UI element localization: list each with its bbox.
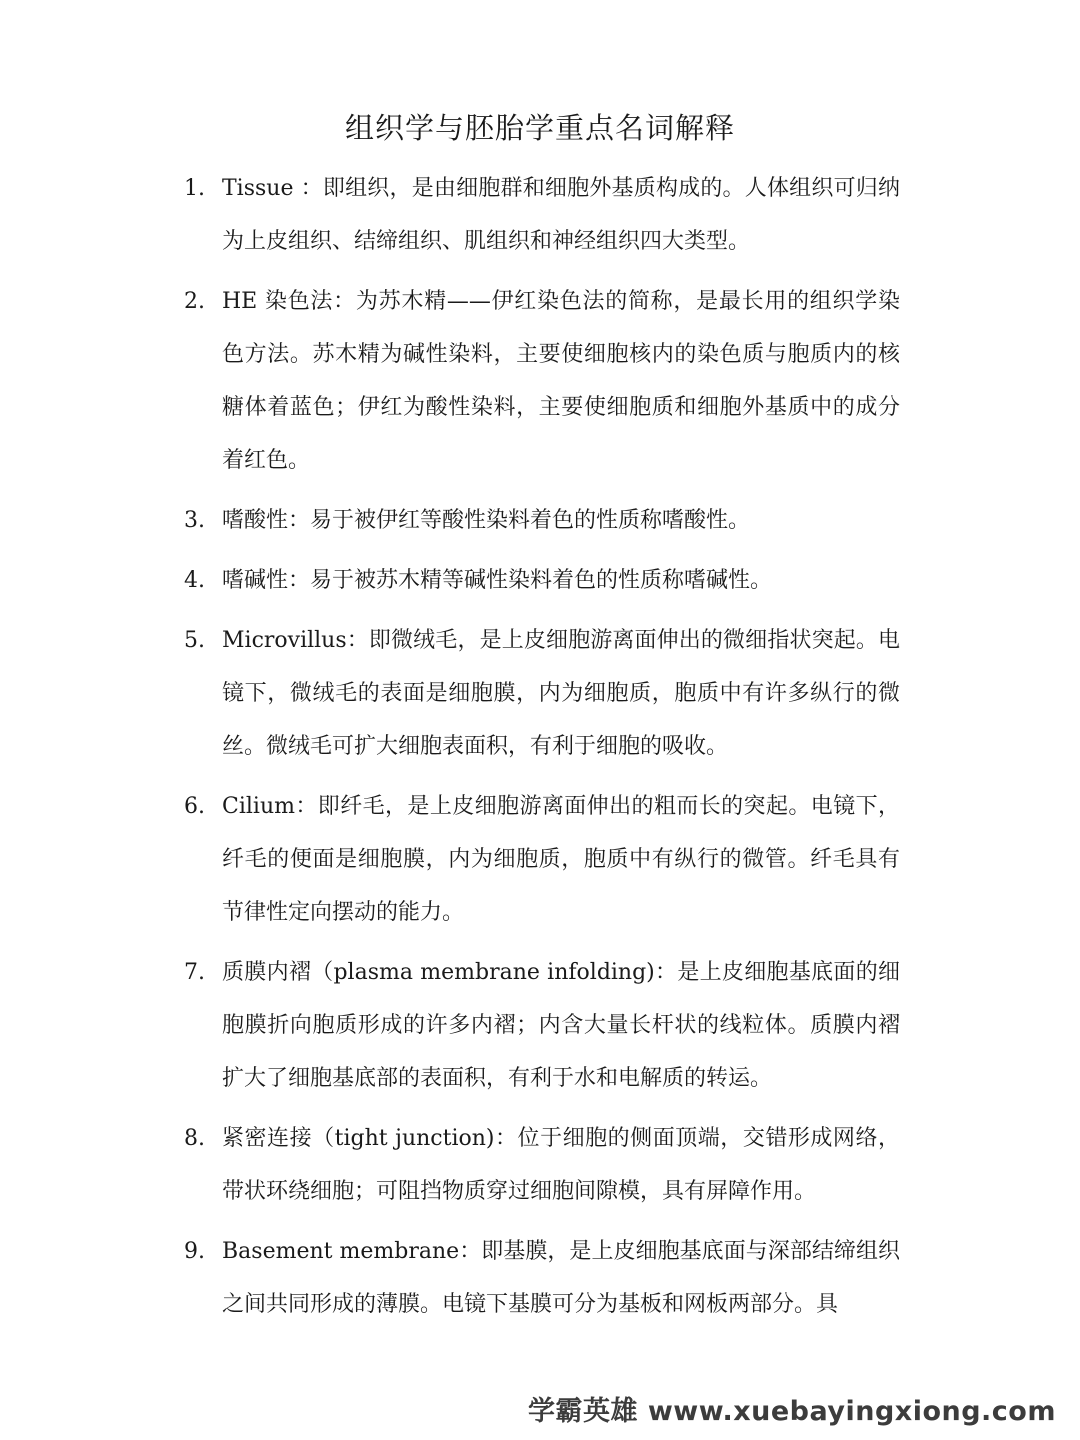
list-item (184, 554, 900, 607)
item-text: Cilium：即纤毛，是上皮细胞游离面伸出的粗而长的突起。电镜下，纤毛的便面是细胞膜，内为细胞质，胞质中有纵行的微管。纤毛具有节律性定向摆动的能力。 (222, 794, 900, 925)
list-item (184, 614, 900, 773)
item-text: HE 染色法：为苏木精——伊红染色法的简称，是最长用的组织学染 色方法。苏木精为碱性染料，主要使细胞核内的染色质与胞质内的核糖体着蓝色；伊红为酸性染料，主要使细胞质和细胞外基质中的成分着红色。 (222, 289, 900, 473)
item-text: 嗜酸性：易于被伊红等酸性染料着色的性质称嗜酸性。 (222, 508, 751, 533)
item-text: Tissue ：即组织，是由细胞群和细胞外基质构成的。人体组织可归纳 为上皮组织、结缔组织、肌组织和神经组织四大类型。 (222, 176, 900, 254)
item-text: Basement membrane：即基膜，是上皮细胞基底面与深部结缔组织之间共同形成的薄膜。电镜下基膜可分为基板和网板两部分。具 (222, 1239, 900, 1317)
list-item (184, 780, 900, 939)
item-text: 嗜碱性：易于被苏木精等碱性染料着色的性质称嗜碱性。 (222, 568, 773, 593)
watermark-footer: 学霸英雄 www.xuebayingxiong.com (527, 1396, 1056, 1427)
glossary-list (184, 162, 900, 1338)
list-item (184, 162, 900, 268)
item-number: 5. (184, 628, 205, 653)
list-item (184, 1112, 900, 1218)
list-item (184, 1225, 900, 1331)
item-number: 1. (184, 176, 205, 201)
item-number: 8. (184, 1126, 205, 1151)
list-item (184, 494, 900, 547)
list-item (184, 275, 900, 487)
item-text: 紧密连接（tight junction)：位于细胞的侧面顶端，交错形成网络，带状环绕细胞；可阻挡物质穿过细胞间隙模，具有屏障作用。 (222, 1126, 900, 1204)
item-number: 9. (184, 1239, 205, 1264)
item-number: 6. (184, 794, 205, 819)
item-text: Microvillus：即微绒毛，是上皮细胞游离面伸出的微细指状突起。电镜下，微绒毛的表面是细胞膜，内为细胞质，胞质中有许多纵行的微丝。微绒毛可扩大细胞表面积，有利于细胞的吸收。 (222, 628, 900, 759)
list-item (184, 946, 900, 1105)
item-number: 3. (184, 508, 205, 533)
item-number: 7. (184, 960, 205, 985)
item-text: 质膜内褶（plasma membrane infolding)：是上皮细胞基底面的细胞膜折向胞质形成的许多内褶；内含大量长杆状的线粒体。质膜内褶扩大了细胞基底部的表面积，有利于水和电解质的转运。 (222, 960, 900, 1091)
page-title: 组织学与胚胎学重点名词解释 (344, 111, 735, 145)
item-number: 2. (184, 289, 205, 314)
item-number: 4. (184, 568, 205, 593)
